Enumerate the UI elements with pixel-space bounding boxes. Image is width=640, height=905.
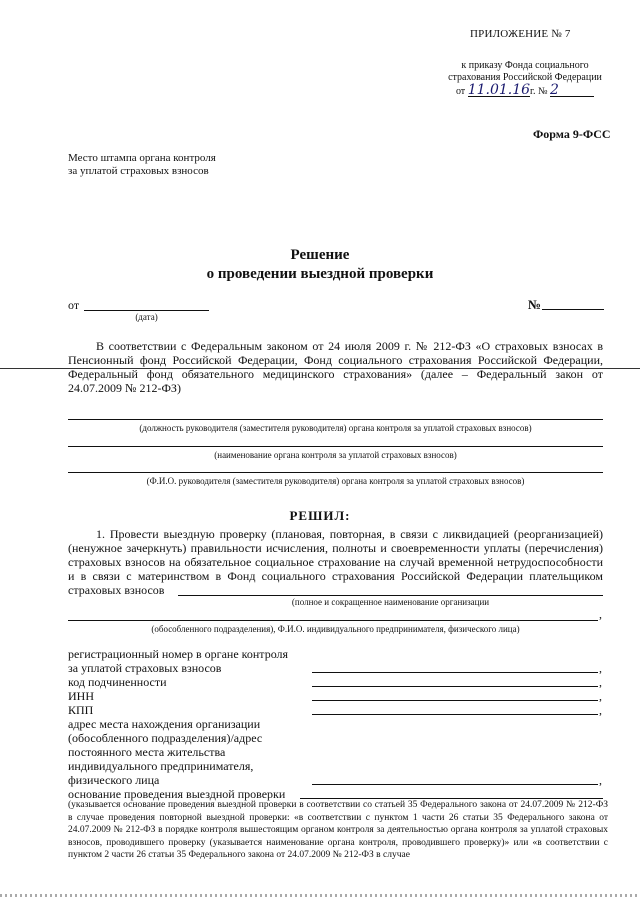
- org-name-line: [178, 595, 603, 596]
- number-sign: №: [528, 297, 542, 312]
- address-line: [312, 784, 598, 785]
- address-label-2: (обособленного подразделения)/адрес: [68, 731, 263, 745]
- scan-artifact-line: [0, 368, 640, 369]
- org-comma: ,: [599, 607, 602, 621]
- position-caption: (должность руководителя (заместителя руководителя) органа контроля за уплатой страховых взносов): [139, 423, 532, 433]
- number-line: [542, 309, 604, 310]
- order-line-1: к приказу Фонда социального: [461, 60, 589, 71]
- org-caption: (полное и сокращенное наименование организации: [291, 597, 490, 607]
- inn-line: [312, 700, 598, 701]
- address-label-5: физического лица: [68, 773, 160, 787]
- kpp-label: КПП: [68, 703, 94, 717]
- date-caption: (дата): [135, 312, 158, 322]
- address-label-1: адрес места нахождения организации: [68, 717, 261, 731]
- appendix-label: ПРИЛОЖЕНИЕ № 7: [470, 28, 571, 40]
- position-line: [68, 419, 603, 420]
- stamp-placeholder: [68, 152, 216, 178]
- order-date: 11.01.16: [467, 82, 531, 98]
- scan-edge-artifact: [0, 894, 640, 897]
- authority-caption: (наименование органа контроля за уплатой страховых взносов): [214, 450, 457, 460]
- order-line-2: страхования Российской Федерации: [448, 72, 602, 83]
- reg-number-label-2: за уплатой страховых взносов: [68, 661, 222, 675]
- address-comma: ,: [599, 773, 602, 787]
- decided-heading: РЕШИЛ:: [289, 508, 351, 523]
- order-from-prefix: от: [455, 86, 466, 97]
- reg-number-label-1: регистрационный номер в органе контроля: [68, 647, 289, 661]
- title-line-2: о проведении выездной проверки: [206, 266, 434, 282]
- form-code: Форма 9-ФСС: [533, 127, 611, 141]
- reg-number-line: [312, 672, 598, 673]
- inn-comma: ,: [599, 689, 602, 703]
- fio-caption: (Ф.И.О. руководителя (заместителя руководителя) органа контроля за уплатой страховых взносов): [146, 476, 525, 486]
- address-label-3: постоянного места жительства: [68, 745, 226, 759]
- subordination-line: [312, 686, 598, 687]
- kpp-comma: ,: [599, 703, 602, 717]
- preamble-text: В соответствии с Федеральным законом от 24 июля 2009 г. № 212-ФЗ «О страховых взносах в Пенсионный фонд Российской Федерации, Фонд социального страхования Российской Федерации, Федеральный фонд обязательного медицинского страхования» (далее – Федеральный закон от 24.07.2009 № 212-ФЗ): [68, 339, 603, 395]
- document-title: [0, 246, 640, 284]
- basis-label: основание проведения выездной проверки: [68, 787, 286, 801]
- order-number-label: г. №: [530, 86, 548, 97]
- fio-line: [68, 472, 603, 473]
- stamp-line-1: Место штампа органа контроля: [68, 152, 216, 164]
- order-reference: [440, 60, 610, 98]
- date-line: [84, 310, 209, 311]
- title-line-1: Решение: [290, 247, 350, 263]
- reg-comma: ,: [599, 661, 602, 675]
- authority-line: [68, 446, 603, 447]
- stamp-line-2: за уплатой страховых взносов: [68, 165, 209, 177]
- branch-caption: (обособленного подразделения), Ф.И.О. индивидуального предпринимателя, физического лица): [151, 624, 520, 634]
- item-1-text: 1. Провести выездную проверку (плановая, повторная, в связи с ликвидацией (реорганизацией) (ненужное зачеркнуть) правильности исчисления, полноты и своевременности уплаты (перечисления) страховых взносов на обязательное социальное страхование на случай временной нетрудоспособности и в связи с материнством в Фонд социального страхования Российской Федерации плательщиком страховых взносов: [68, 527, 603, 597]
- subordination-label: код подчиненности: [68, 675, 167, 689]
- address-label-4: индивидуального предпринимателя,: [68, 759, 254, 773]
- basis-note: (указывается основание проведения выездной проверки в соответствии со статьей 35 Федерального закона от 24.07.2009 № 212-ФЗ в случае проведения повторной выездной проверки: «в соответствии с пунктом 1 части 26 статьи 35 Федерального закона от 24.07.2009 № 212-ФЗ в порядке контроля вышестоящим органом контроля за деятельностью органа контроля за уплатой страховых взносов, проводившего проверку (указывается наименование органа контроля, проводившего проверку)» или «в соответствии с пунктом 2 части 26 статьи 35 Федерального закона от 24.07.2009 № 212-ФЗ в случае: [68, 800, 608, 860]
- subordination-comma: ,: [599, 675, 602, 689]
- org-name-line-2: [68, 620, 598, 621]
- inn-label: ИНН: [68, 689, 94, 703]
- order-number: 2: [550, 84, 594, 97]
- kpp-line: [312, 714, 598, 715]
- date-from-label: от: [68, 298, 80, 312]
- order-date-row: [440, 84, 610, 98]
